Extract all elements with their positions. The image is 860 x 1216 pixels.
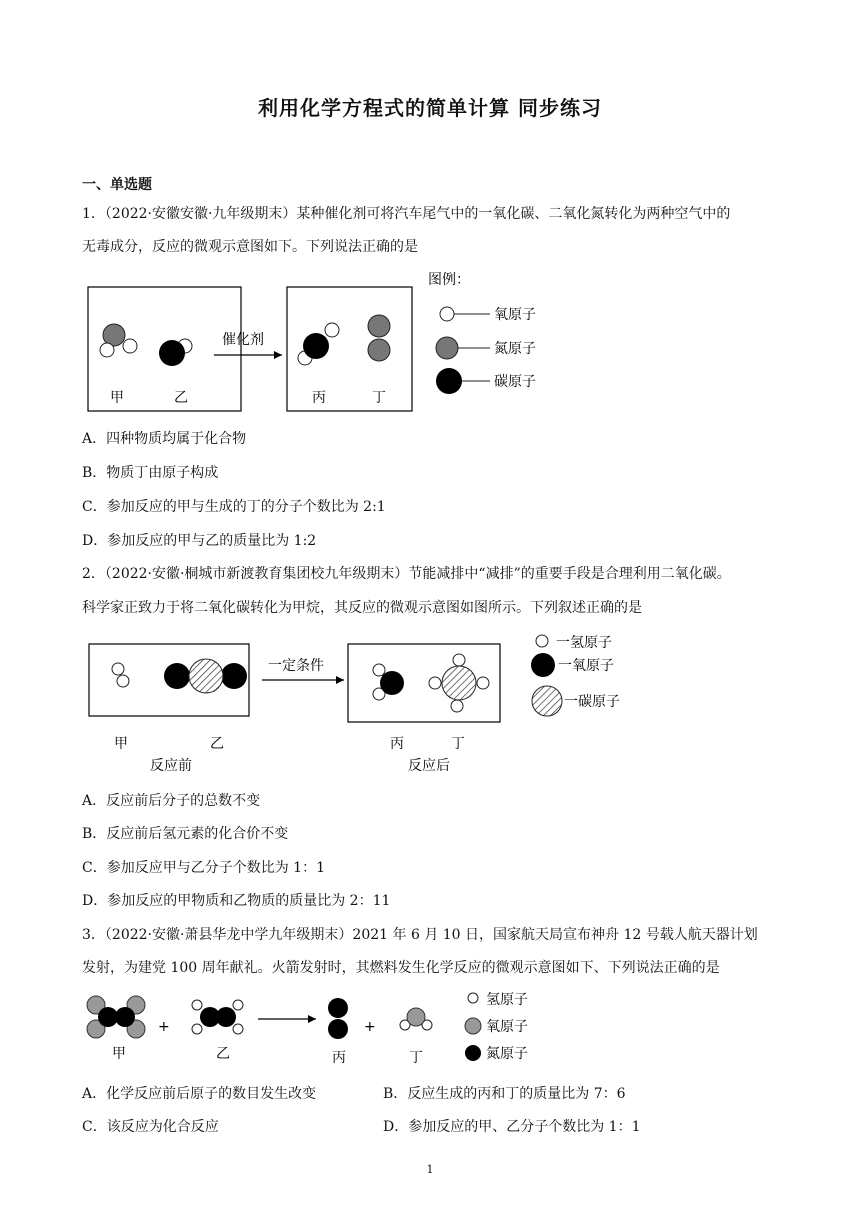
q2-stem-line2: 科学家正致力于将二氧化碳转化为甲烷，其反应的微观示意图如图所示。下列叙述正确的是 xyxy=(82,600,642,616)
q2-stem-line1: 2．（2022·安徽·桐城市新渡教育集团校九年级期末）节能减排中“减排”的重要手段是合理利用二氧化碳。 xyxy=(82,566,731,582)
q1-label-yi: 乙 xyxy=(174,390,188,406)
q2-legend-oxygen xyxy=(531,653,614,677)
q1-legend-carbon xyxy=(436,368,536,394)
q1-molecule-jia xyxy=(100,324,137,357)
q2-molecule-ding xyxy=(429,654,489,712)
svg-text:氧原子: 氧原子 xyxy=(494,307,536,323)
q3-plus-1: + xyxy=(158,1019,170,1035)
q1-stem-line2: 无毒成分，反应的微观示意图如下。下列说法正确的是 xyxy=(82,239,418,255)
q1-legend-nitrogen xyxy=(436,337,536,359)
q3-molecule-jia xyxy=(87,996,145,1038)
q3-label-jia: 甲 xyxy=(112,1046,126,1062)
q3-molecule-ding xyxy=(400,1008,432,1030)
q2-option-a: A．反应前后分子的总数不变 xyxy=(82,793,261,809)
q3-legend-hydrogen xyxy=(468,992,528,1008)
section-heading: 一、单选题 xyxy=(82,177,152,193)
svg-text:氮原子: 氮原子 xyxy=(486,1046,528,1062)
page-title: 利用化学方程式的简单计算 同步练习 xyxy=(258,96,602,120)
q3-molecule-bing xyxy=(328,998,348,1039)
q2-label-before: 反应前 xyxy=(150,758,192,774)
q3-stem-line1: 3．（2022·安徽·萧县华龙中学九年级期末）2021 年 6 月 10 日，国家航天局宣布神舟 12 号载人航天器计划 xyxy=(82,927,758,943)
q2-legend-carbon xyxy=(532,686,620,716)
q1-arrow-label: 催化剂 xyxy=(222,332,264,348)
q1-legend-oxygen xyxy=(440,307,536,323)
q1-option-d: D．参加反应的甲与乙的质量比为 1:2 xyxy=(82,533,317,549)
q1-diagram xyxy=(82,268,562,416)
q2-label-ding: 丁 xyxy=(451,736,465,752)
q3-option-a: A．化学反应前后原子的数目发生改变 xyxy=(82,1086,317,1102)
svg-text:一氧原子: 一氧原子 xyxy=(558,658,614,674)
q1-label-ding: 丁 xyxy=(372,390,386,406)
q2-option-d: D．参加反应的甲物质和乙物质的质量比为 2：11 xyxy=(82,893,391,909)
q3-option-b: B．反应生成的丙和丁的质量比为 7：6 xyxy=(383,1086,626,1102)
q2-legend-hydrogen xyxy=(536,635,612,651)
q2-diagram xyxy=(86,628,646,776)
q1-stem-line1: 1．（2022·安徽安徽·九年级期末）某种催化剂可将汽车尾气中的一氧化碳、二氧化氮转化为两种空气中的 xyxy=(82,206,731,222)
q2-label-after: 反应后 xyxy=(408,758,450,774)
q3-label-ding: 丁 xyxy=(409,1050,423,1066)
q2-molecule-bing xyxy=(373,664,404,700)
q3-option-c: C．该反应为化合反应 xyxy=(82,1119,219,1135)
q3-legend-nitrogen xyxy=(465,1045,528,1062)
svg-text:氮原子: 氮原子 xyxy=(494,341,536,357)
q2-label-jia: 甲 xyxy=(114,736,128,752)
q2-option-c: C．参加反应甲与乙分子个数比为 1：1 xyxy=(82,860,325,876)
q3-diagram xyxy=(82,986,562,1068)
q2-molecule-yi xyxy=(164,659,247,693)
q2-label-bing: 丙 xyxy=(390,736,404,752)
q1-legend-title: 图例： xyxy=(428,272,470,288)
svg-text:一碳原子: 一碳原子 xyxy=(564,694,620,710)
svg-text:一氢原子: 一氢原子 xyxy=(556,635,612,651)
q1-option-a: A．四种物质均属于化合物 xyxy=(82,431,247,447)
q3-stem-line2: 发射，为建党 100 周年献礼。火箭发射时，其燃料发生化学反应的微观示意图如下、下列说法正确的是 xyxy=(82,960,720,976)
q1-label-bing: 丙 xyxy=(312,390,326,406)
q2-label-yi: 乙 xyxy=(210,736,224,752)
q3-label-bing: 丙 xyxy=(332,1050,346,1066)
q1-molecule-bing xyxy=(298,323,339,365)
q3-molecule-yi xyxy=(192,1000,243,1034)
q3-option-d: D．参加反应的甲、乙分子个数比为 1：1 xyxy=(383,1119,641,1135)
q1-option-b: B．物质丁由原子构成 xyxy=(82,465,219,481)
q1-option-c: C．参加反应的甲与生成的丁的分子个数比为 2:1 xyxy=(82,499,386,515)
svg-text:氢原子: 氢原子 xyxy=(486,992,528,1008)
page-number: 1 xyxy=(426,1163,434,1176)
q1-molecule-ding xyxy=(368,315,390,361)
q1-molecule-yi xyxy=(159,339,192,366)
q2-molecule-jia xyxy=(112,663,129,687)
q3-plus-2: + xyxy=(364,1019,376,1035)
q1-label-jia: 甲 xyxy=(110,390,124,406)
q2-arrow-label: 一定条件 xyxy=(268,658,324,674)
q3-legend-oxygen xyxy=(465,1018,528,1035)
svg-text:氧原子: 氧原子 xyxy=(486,1019,528,1035)
q3-label-yi: 乙 xyxy=(216,1046,230,1062)
q2-option-b: B．反应前后氢元素的化合价不变 xyxy=(82,826,289,842)
svg-text:碳原子: 碳原子 xyxy=(494,374,536,390)
